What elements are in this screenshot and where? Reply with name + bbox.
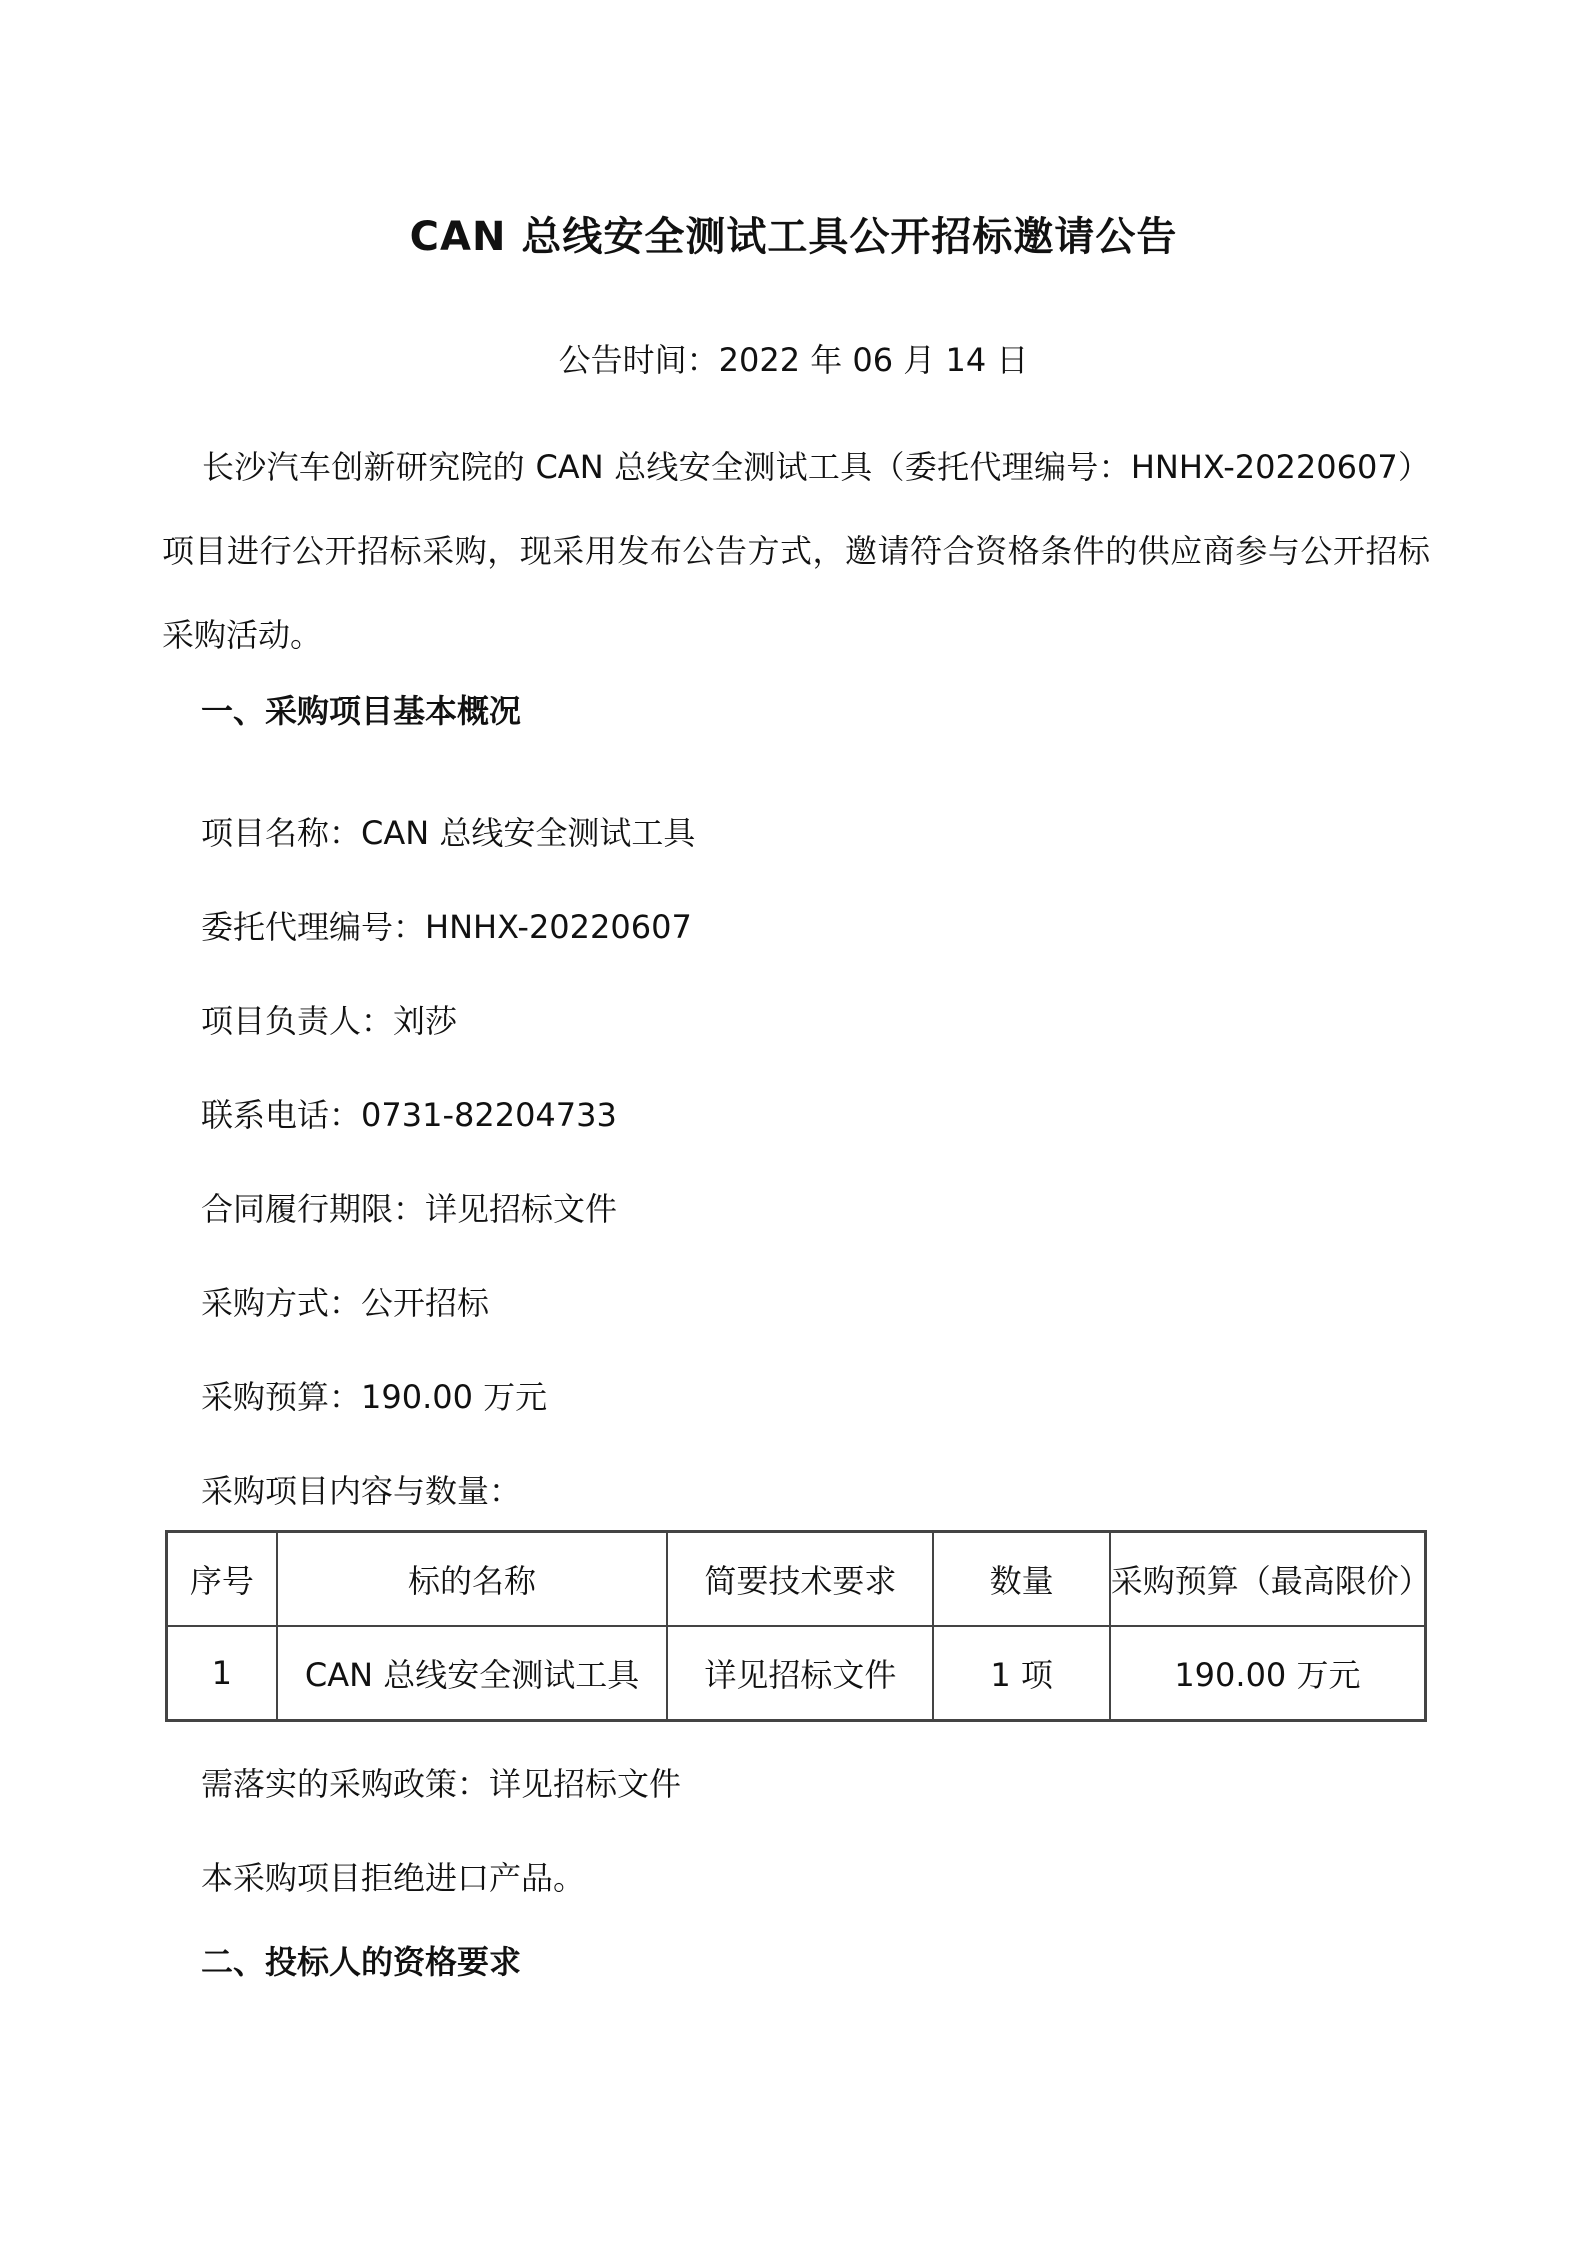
- header-cell: 采购预算（最高限价）: [1110, 1532, 1425, 1626]
- table-cell: 1: [167, 1626, 277, 1720]
- table-cell: CAN 总线安全测试工具: [277, 1626, 668, 1720]
- agency-number: 委托代理编号：HNHX-20220607: [201, 908, 692, 946]
- table-cell: 详见招标文件: [667, 1626, 933, 1720]
- table-header-row: [167, 1532, 1425, 1626]
- section-heading-1: 一、采购项目基本概况: [201, 692, 522, 730]
- header-cell: 数量: [933, 1532, 1109, 1626]
- content-label: 采购项目内容与数量：: [201, 1472, 522, 1510]
- project-name: 项目名称：CAN 总线安全测试工具: [201, 814, 696, 852]
- table-cell: 1 项: [933, 1626, 1109, 1720]
- header-cell: 简要技术要求: [667, 1532, 933, 1626]
- import-note: 本采购项目拒绝进口产品。: [201, 1859, 586, 1897]
- procurement-policy: 需落实的采购政策：详见招标文件: [201, 1765, 682, 1803]
- project-lead: 项目负责人：刘莎: [201, 1002, 458, 1040]
- document-title: CAN 总线安全测试工具公开招标邀请公告: [409, 214, 1178, 260]
- contact-phone: 联系电话：0731-82204733: [201, 1096, 617, 1134]
- procurement-method: 采购方式：公开招标: [201, 1284, 490, 1322]
- header-cell: 序号: [167, 1532, 277, 1626]
- procurement-budget: 采购预算：190.00 万元: [201, 1378, 548, 1416]
- table-cell: 190.00 万元: [1110, 1626, 1425, 1720]
- header-cell: 标的名称: [277, 1532, 668, 1626]
- intro-paragraph: 长沙汽车创新研究院的 CAN 总线安全测试工具（委托代理编号：HNHX-20220607）项目进行公开招标采购，现采用发布公告方式，邀请符合资格条件的供应商参与公开招标采购活动。: [162, 448, 1430, 654]
- section-heading-2: 二、投标人的资格要求: [201, 1943, 522, 1981]
- announce-date: 公告时间：2022 年 06 月 14 日: [558, 341, 1029, 379]
- procurement-table: [165, 1530, 1431, 1722]
- table-row: [167, 1626, 1425, 1720]
- contract-period: 合同履行期限：详见招标文件: [201, 1190, 618, 1228]
